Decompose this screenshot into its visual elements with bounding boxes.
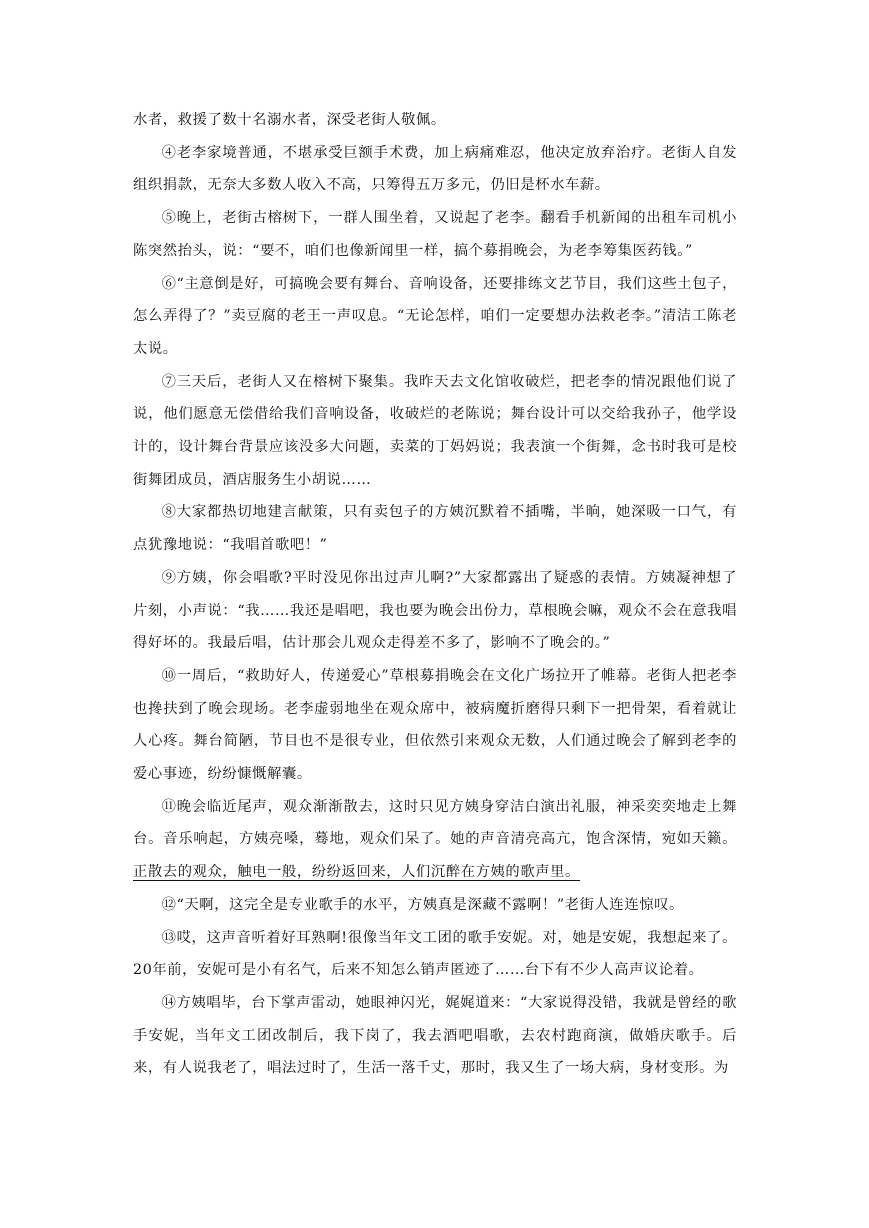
paragraph-4: ④老李家境普通，不堪承受巨额手术费，加上病痛难忍，他决定放弃治疗。老街人自发组织捐款，无奈大多数人收入不高，只筹得五万多元，仍旧是杯水车薪。	[133, 144, 737, 194]
paragraph-5: ⑤晚上，老街古榕树下，一群人围坐着，又说起了老李。翻看手机新闻的出租车司机小陈突然抬头，说：“要不，咱们也像新闻里一样，搞个募捐晚会，为老李筹集医药钱。”	[133, 210, 737, 259]
paragraph-11-text: ⑪晚会临近尾声，观众渐渐散去，这时只见方姨身穿洁白演出礼服，神采奕奕地走上舞台。音乐响起，方姨亮嗓，蓦地，观众们呆了。她的声音清亮高亢，饱含深情，宛如天籁。	[133, 798, 737, 848]
paragraph-7: ⑦三天后，老街人又在榕树下聚集。我昨天去文化馆收破烂，把老李的情况跟他们说了说，他们愿意无偿借给我们音响设备，收破烂的老陈说；舞台设计可以交给我孙子，他学设计的，设计舞台背景应该没多大问题，卖菜的丁妈妈说；我表演一个街舞，念书时我可是校街舞团成员，酒店服务生小胡说……	[133, 373, 737, 488]
paragraph-13: ⑬哎，这声音听着好耳熟啊!很像当年文工团的歌手安妮。对，她是安妮，我想起来了。20年前，安妮可是小有名气，后来不知怎么销声匿迹了……台下有不少人高声议论着。	[133, 929, 737, 979]
paragraph-10: ⑩一周后，“救助好人，传递爱心”草根募捐晚会在文化广场拉开了帷幕。老街人把老李也搀扶到了晚会现场。老李虚弱地坐在观众席中，被病魔折磨得只剩下一把骨架，看着就让人心疼。舞台简陋，节目也不是很专业，但依然引来观众无数，人们通过晚会了解到老李的爱心事迹，纷纷慷慨解囊。	[133, 667, 737, 783]
paragraph-14: ⑭方姨唱毕，台下掌声雷动，她眼神闪光，娓娓道来：“大家说得没错，我就是曾经的歌手安妮，当年文工团改制后，我下岗了，我去酒吧唱歌，去农村跑商演，做婚庆歌手。后来，有人说我老了，唱法过时了，生活一落千丈，那时，我又生了一场大病，身材变形。为	[133, 994, 737, 1077]
underlined-sentence: 正散去的观众，触电一般，纷纷返回来，人们沉醉在方姨的歌声里。	[133, 864, 580, 881]
paragraph-12: ⑫“天啊，这完全是专业歌手的水平，方姨真是深藏不露啊！”老街人连连惊叹。	[161, 896, 684, 913]
paragraph-11	[133, 791, 737, 889]
paragraph-9: ⑨方姨，你会唱歌?平时没见你出过声儿啊?”大家都露出了疑惑的表情。方姨凝神想了片刻，小声说：“我……我还是唱吧，我也要为晚会出份力，草根晚会嘛，观众不会在意我唱得好坏的。我最后唱，估计那会儿观众走得差不多了，影响不了晚会的。”	[133, 569, 737, 652]
paragraph-8: ⑧大家都热切地建言献策，只有卖包子的方姨沉默着不插嘴，半晌，她深吸一口气，有点犹豫地说：“我唱首歌吧！”	[133, 504, 737, 554]
paragraph-continued: 水者，救援了数十名溺水者，深受老街人敬佩。	[133, 112, 446, 128]
story-text	[133, 104, 737, 1085]
paragraph-6: ⑥“主意倒是好，可搞晚会要有舞台、音响设备，还要排练文艺节目，我们这些土包子，怎么弄得了？”卖豆腐的老王一声叹息。“无论怎样，咱们一定要想办法救老李。”清洁工陈老太说。	[133, 275, 737, 357]
